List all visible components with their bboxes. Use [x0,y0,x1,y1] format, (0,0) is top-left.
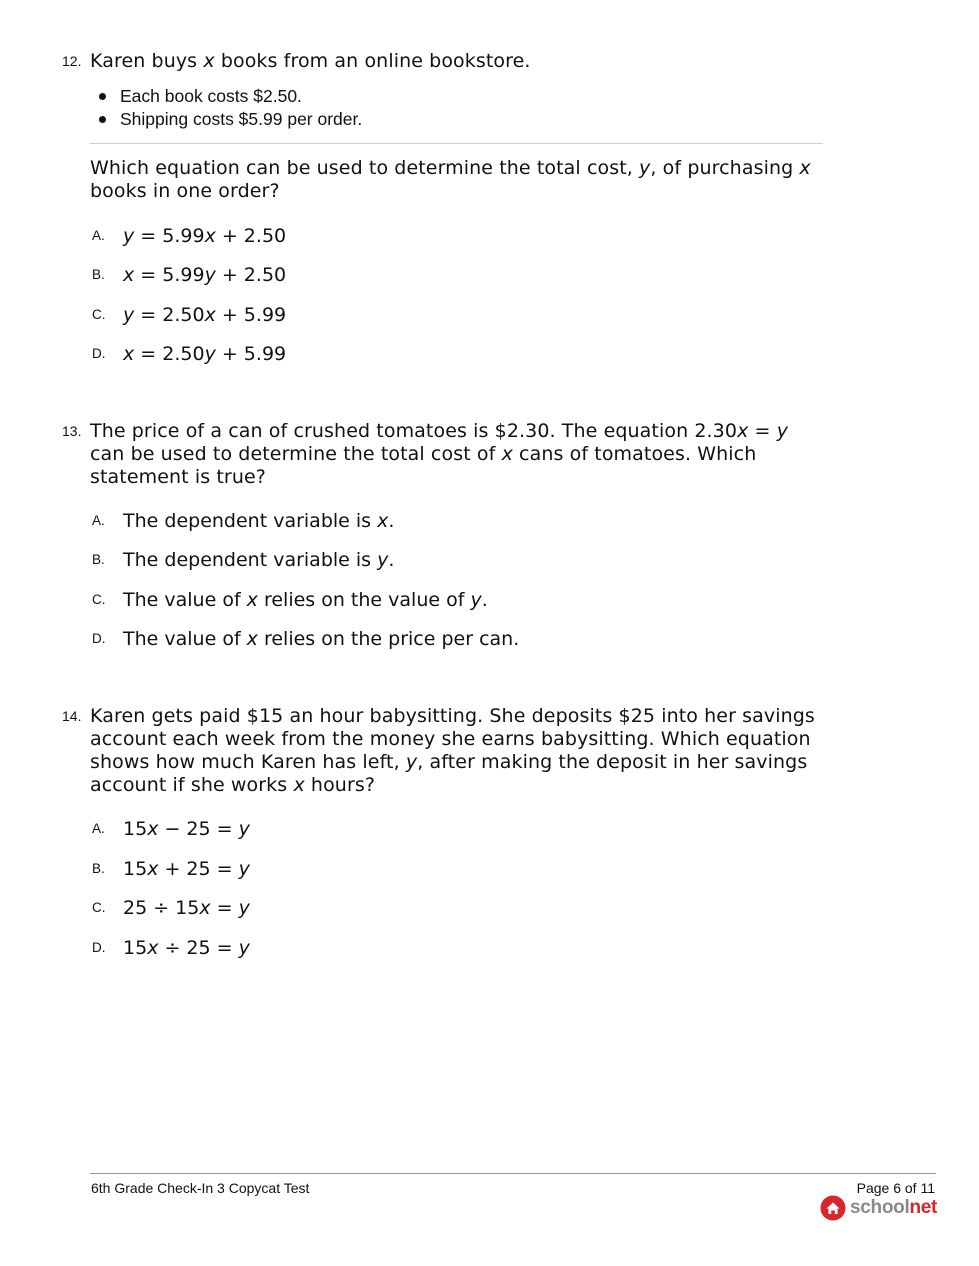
house-icon [820,1195,846,1221]
schoolnet-logo: schoolnet [820,1193,937,1223]
question-number: 12. [62,53,82,69]
question-intro: Karen buys x books from an online bookstore. [90,50,531,72]
question-number: 13. [62,423,82,439]
question-prompt: The price of a can of crushed tomatoes is $2.30. The equation 2.30x = y can be used to determine the total cost of x cans of tomatoes. Which statement is true? [90,420,789,488]
question-prompt: Which equation can be used to determine the total cost, y, of purchasing x books in one order? [90,157,811,202]
page-number: Page 6 of 11 [856,1180,935,1196]
bullet-item: Each book costs $2.50. [97,85,362,108]
question-prompt: Karen gets paid $15 an hour babysitting. She deposits $25 into her savings account each week from the money she earns babysitting. Which equation shows how much Karen has left, y, after making the deposit in her savings account if she works x hours? [90,705,815,796]
test-title: 6th Grade Check-In 3 Copycat Test [91,1180,310,1196]
footer-divider [90,1173,936,1174]
question-number: 14. [62,708,82,724]
divider [90,143,823,144]
bullet-list [97,85,362,131]
bullet-item: Shipping costs $5.99 per order. [97,108,362,131]
